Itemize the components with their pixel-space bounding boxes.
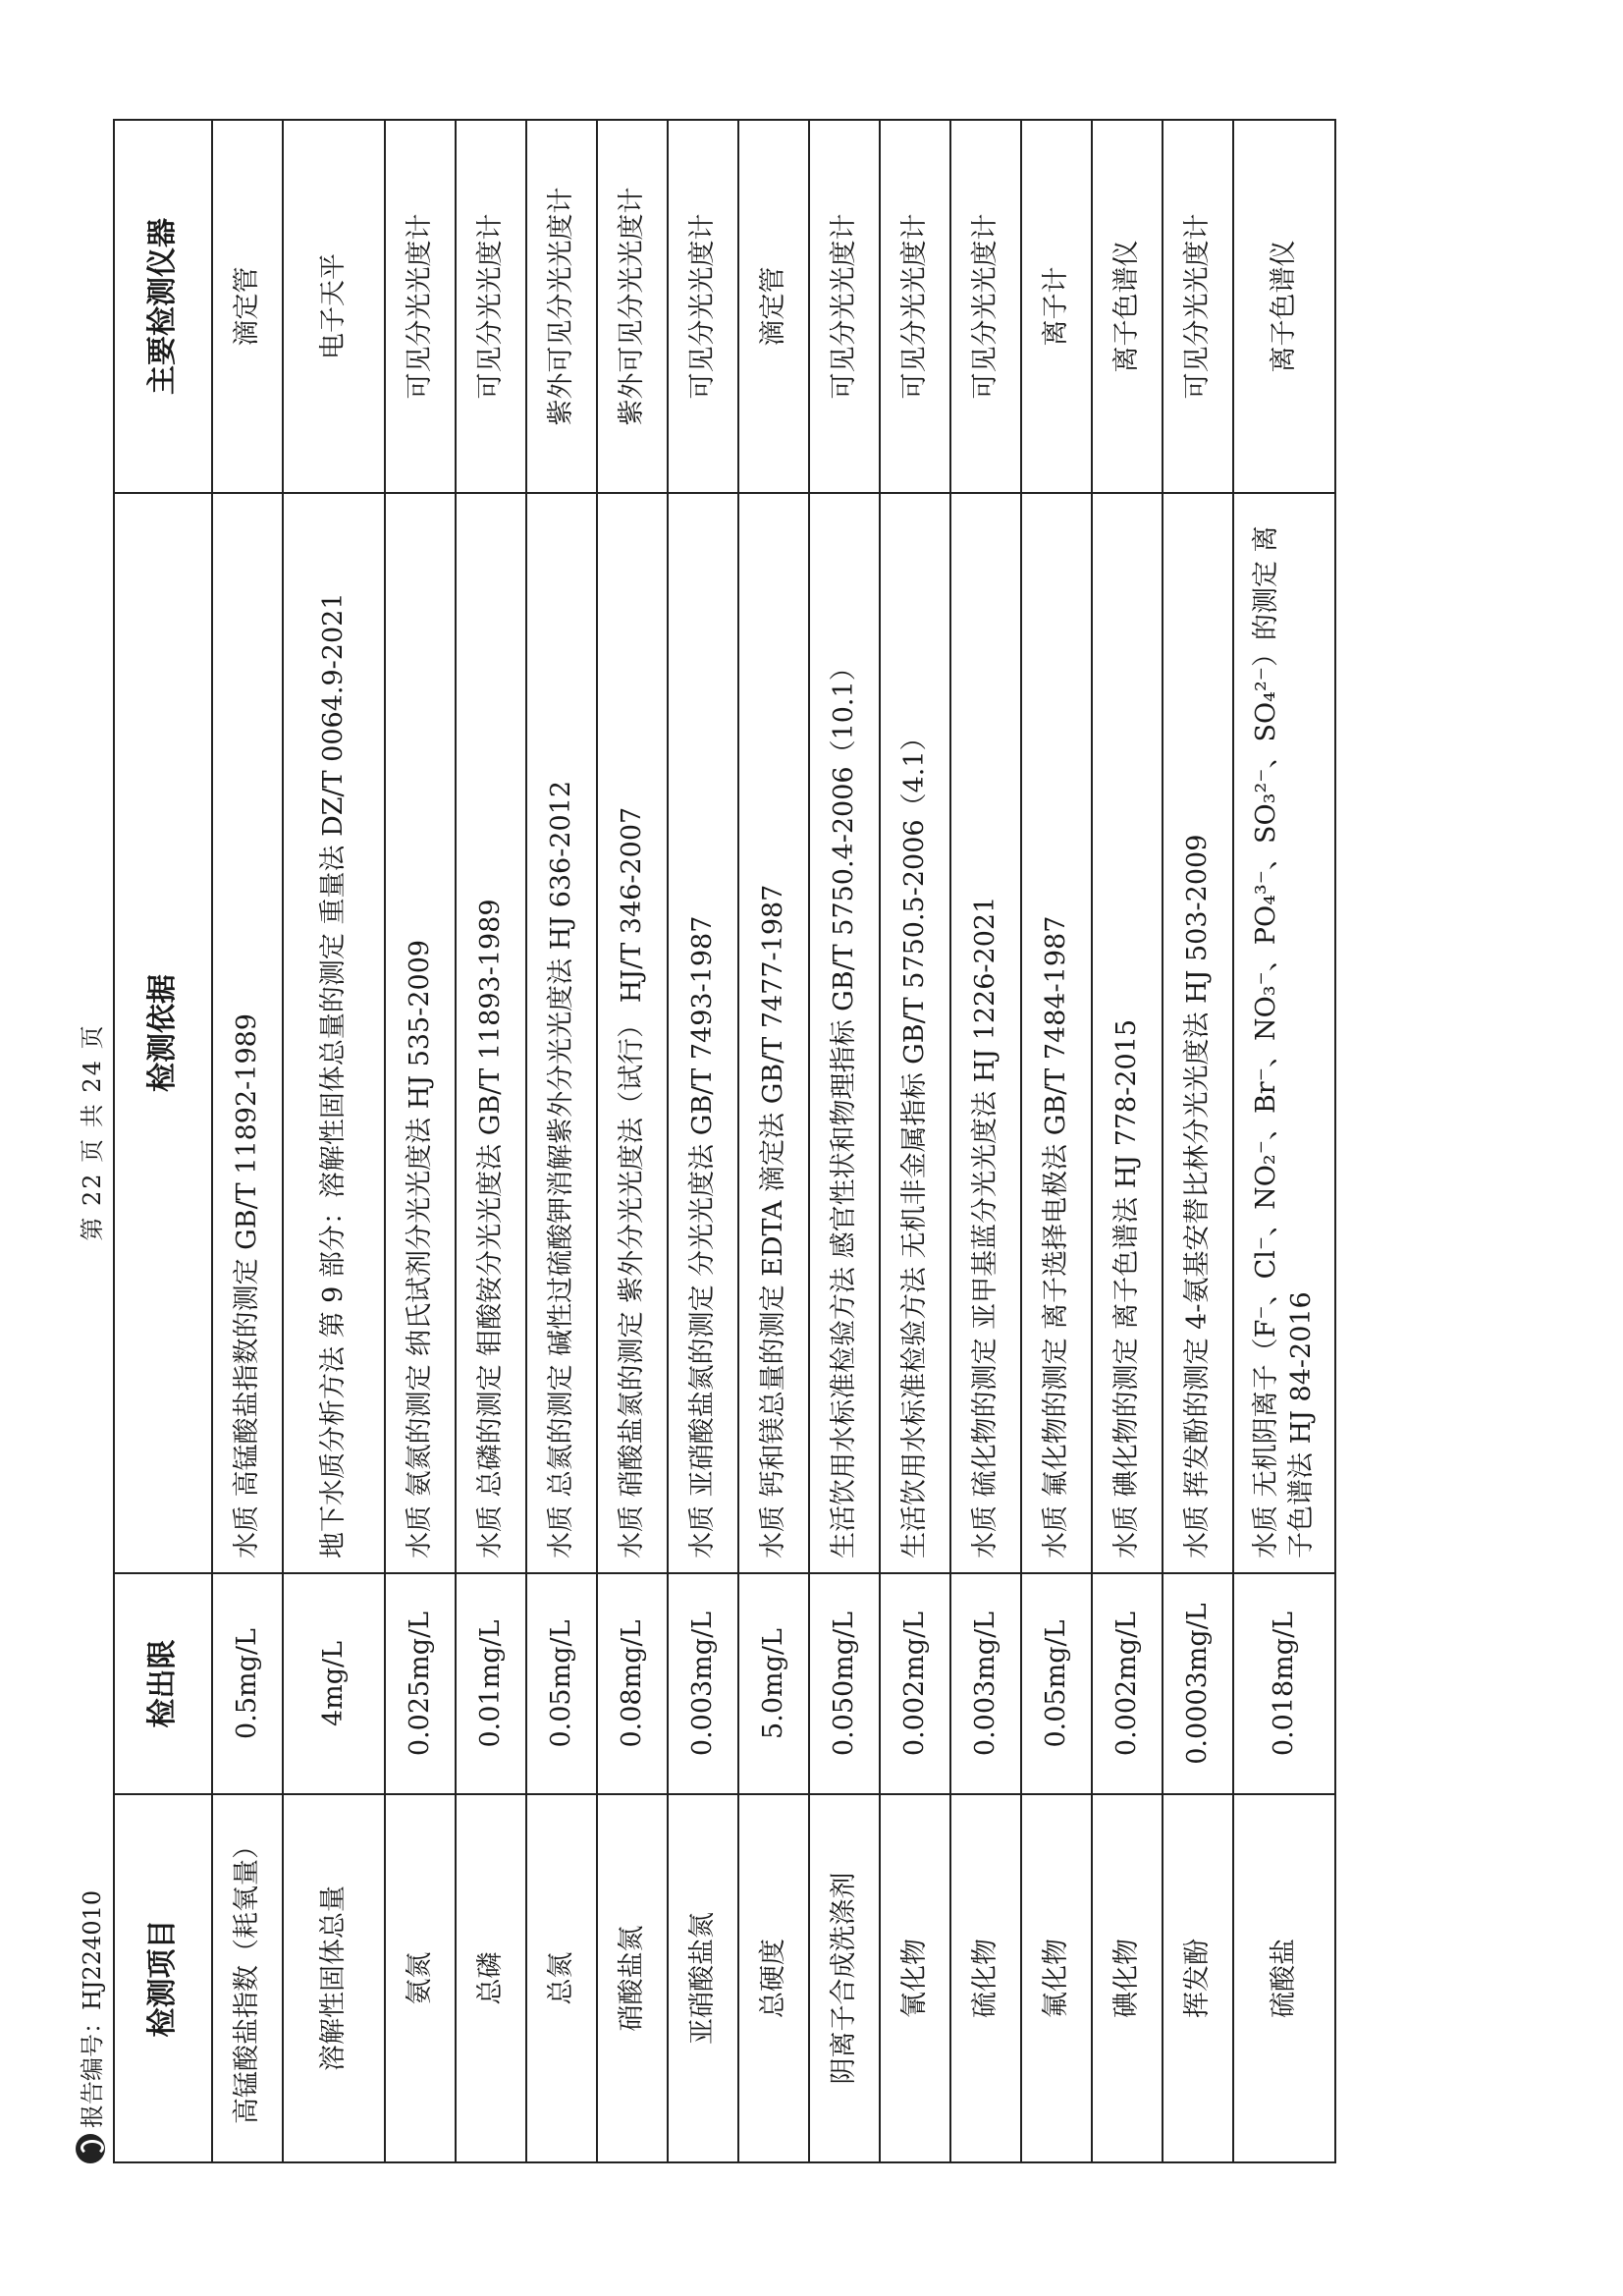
limit-cell: 0.08mg/L [597, 1573, 668, 1794]
basis-cell: 水质 钙和镁总量的测定 EDTA 滴定法 GB/T 7477-1987 [738, 493, 809, 1573]
instrument-cell: 可见分光光度计 [950, 120, 1021, 493]
basis-cell: 地下水质分析方法 第 9 部分：溶解性固体总量的测定 重量法 DZ/T 0064.9-2021 [283, 493, 385, 1573]
basis-cell: 水质 氨氮的测定 纳氏试剂分光光度法 HJ 535-2009 [385, 493, 456, 1573]
column-header-basis: 检测依据 [114, 493, 212, 1573]
basis-cell: 水质 总氮的测定 碱性过硫酸钾消解紫外分光光度法 HJ 636-2012 [526, 493, 597, 1573]
instrument-cell: 可见分光光度计 [668, 120, 738, 493]
table-header-row [114, 120, 212, 2162]
table-row [809, 120, 880, 2162]
instrument-cell: 紫外可见分光光度计 [597, 120, 668, 493]
table-row [1163, 120, 1233, 2162]
basis-cell: 水质 硝酸盐氮的测定 紫外分光光度法（试行） HJ/T 346-2007 [597, 493, 668, 1573]
table-row [1021, 120, 1092, 2162]
item-cell: 硫酸盐 [1233, 1794, 1335, 2162]
item-cell: 硝酸盐氮 [597, 1794, 668, 2162]
instrument-cell: 离子色谱仪 [1092, 120, 1163, 493]
company-logo-icon [76, 2134, 105, 2163]
limit-cell: 4mg/L [283, 1573, 385, 1794]
instrument-cell: 离子计 [1021, 120, 1092, 493]
report-number: 报告编号：HJ224010 [79, 1889, 106, 2128]
instrument-cell: 离子色谱仪 [1233, 120, 1335, 493]
item-cell: 氰化物 [880, 1794, 950, 2162]
basis-cell: 水质 挥发酚的测定 4-氨基安替比林分光光度法 HJ 503-2009 [1163, 493, 1233, 1573]
item-cell: 总硬度 [738, 1794, 809, 2162]
table-row [526, 120, 597, 2162]
limit-cell: 5.0mg/L [738, 1573, 809, 1794]
instrument-cell: 可见分光光度计 [880, 120, 950, 493]
item-cell: 高锰酸盐指数（耗氧量） [212, 1794, 283, 2162]
basis-cell: 水质 碘化物的测定 离子色谱法 HJ 778-2015 [1092, 493, 1163, 1573]
column-header-instrument: 主要检测仪器 [114, 120, 212, 493]
item-cell: 溶解性固体总量 [283, 1794, 385, 2162]
limit-cell: 0.002mg/L [880, 1573, 950, 1794]
limit-cell: 0.05mg/L [526, 1573, 597, 1794]
limit-cell: 0.05mg/L [1021, 1573, 1092, 1794]
item-cell: 亚硝酸盐氮 [668, 1794, 738, 2162]
instrument-cell: 可见分光光度计 [809, 120, 880, 493]
page-number: 第 22 页 共 24 页 [79, 1023, 106, 1241]
instrument-cell: 可见分光光度计 [456, 120, 526, 493]
basis-cell: 水质 总磷的测定 钼酸铵分光光度法 GB/T 11893-1989 [456, 493, 526, 1573]
table-row [283, 120, 385, 2162]
limit-cell: 0.01mg/L [456, 1573, 526, 1794]
table-row [456, 120, 526, 2162]
item-cell: 氟化物 [1021, 1794, 1092, 2162]
table-row [1092, 120, 1163, 2162]
basis-cell: 水质 氟化物的测定 离子选择电极法 GB/T 7484-1987 [1021, 493, 1092, 1573]
basis-cell: 水质 高锰酸盐指数的测定 GB/T 11892-1989 [212, 493, 283, 1573]
item-cell: 硫化物 [950, 1794, 1021, 2162]
column-header-limit: 检出限 [114, 1573, 212, 1794]
page-header [59, 121, 113, 2163]
column-header-item: 检测项目 [114, 1794, 212, 2162]
item-cell: 阴离子合成洗涤剂 [809, 1794, 880, 2162]
basis-cell: 生活饮用水标准检验方法 感官性状和物理指标 GB/T 5750.4-2006（10.1） [809, 493, 880, 1573]
item-cell: 挥发酚 [1163, 1794, 1233, 2162]
table-row [1233, 120, 1335, 2162]
item-cell: 总氮 [526, 1794, 597, 2162]
limit-cell: 0.050mg/L [809, 1573, 880, 1794]
item-cell: 总磷 [456, 1794, 526, 2162]
basis-cell: 生活饮用水标准检验方法 无机非金属指标 GB/T 5750.5-2006（4.1） [880, 493, 950, 1573]
limit-cell: 0.0003mg/L [1163, 1573, 1233, 1794]
table-row [668, 120, 738, 2162]
limit-cell: 0.5mg/L [212, 1573, 283, 1794]
basis-cell: 水质 亚硝酸盐氮的测定 分光光度法 GB/T 7493-1987 [668, 493, 738, 1573]
table-row [385, 120, 456, 2162]
table-row [738, 120, 809, 2162]
instrument-cell: 电子天平 [283, 120, 385, 493]
table-row [950, 120, 1021, 2162]
limit-cell: 0.018mg/L [1233, 1573, 1335, 1794]
table-body [212, 120, 1335, 2162]
instrument-cell: 紫外可见分光光度计 [526, 120, 597, 493]
instrument-cell: 滴定管 [212, 120, 283, 493]
basis-cell: 水质 无机阴离子（F⁻、Cl⁻、NO₂⁻、Br⁻、NO₃⁻、PO₄³⁻、SO₃²⁻、SO₄²⁻）的测定 离子色谱法 HJ 84-2016 [1233, 493, 1335, 1573]
limit-cell: 0.025mg/L [385, 1573, 456, 1794]
item-cell: 碘化物 [1092, 1794, 1163, 2162]
limit-cell: 0.003mg/L [950, 1573, 1021, 1794]
instrument-cell: 滴定管 [738, 120, 809, 493]
limit-cell: 0.002mg/L [1092, 1573, 1163, 1794]
table-row [880, 120, 950, 2162]
item-cell: 氨氮 [385, 1794, 456, 2162]
basis-cell: 水质 硫化物的测定 亚甲基蓝分光光度法 HJ 1226-2021 [950, 493, 1021, 1573]
instrument-cell: 可见分光光度计 [1163, 120, 1233, 493]
table-row [212, 120, 283, 2162]
limit-cell: 0.003mg/L [668, 1573, 738, 1794]
detection-table [113, 119, 1336, 2163]
table-row [597, 120, 668, 2162]
instrument-cell: 可见分光光度计 [385, 120, 456, 493]
report-number-block [73, 1890, 107, 2163]
